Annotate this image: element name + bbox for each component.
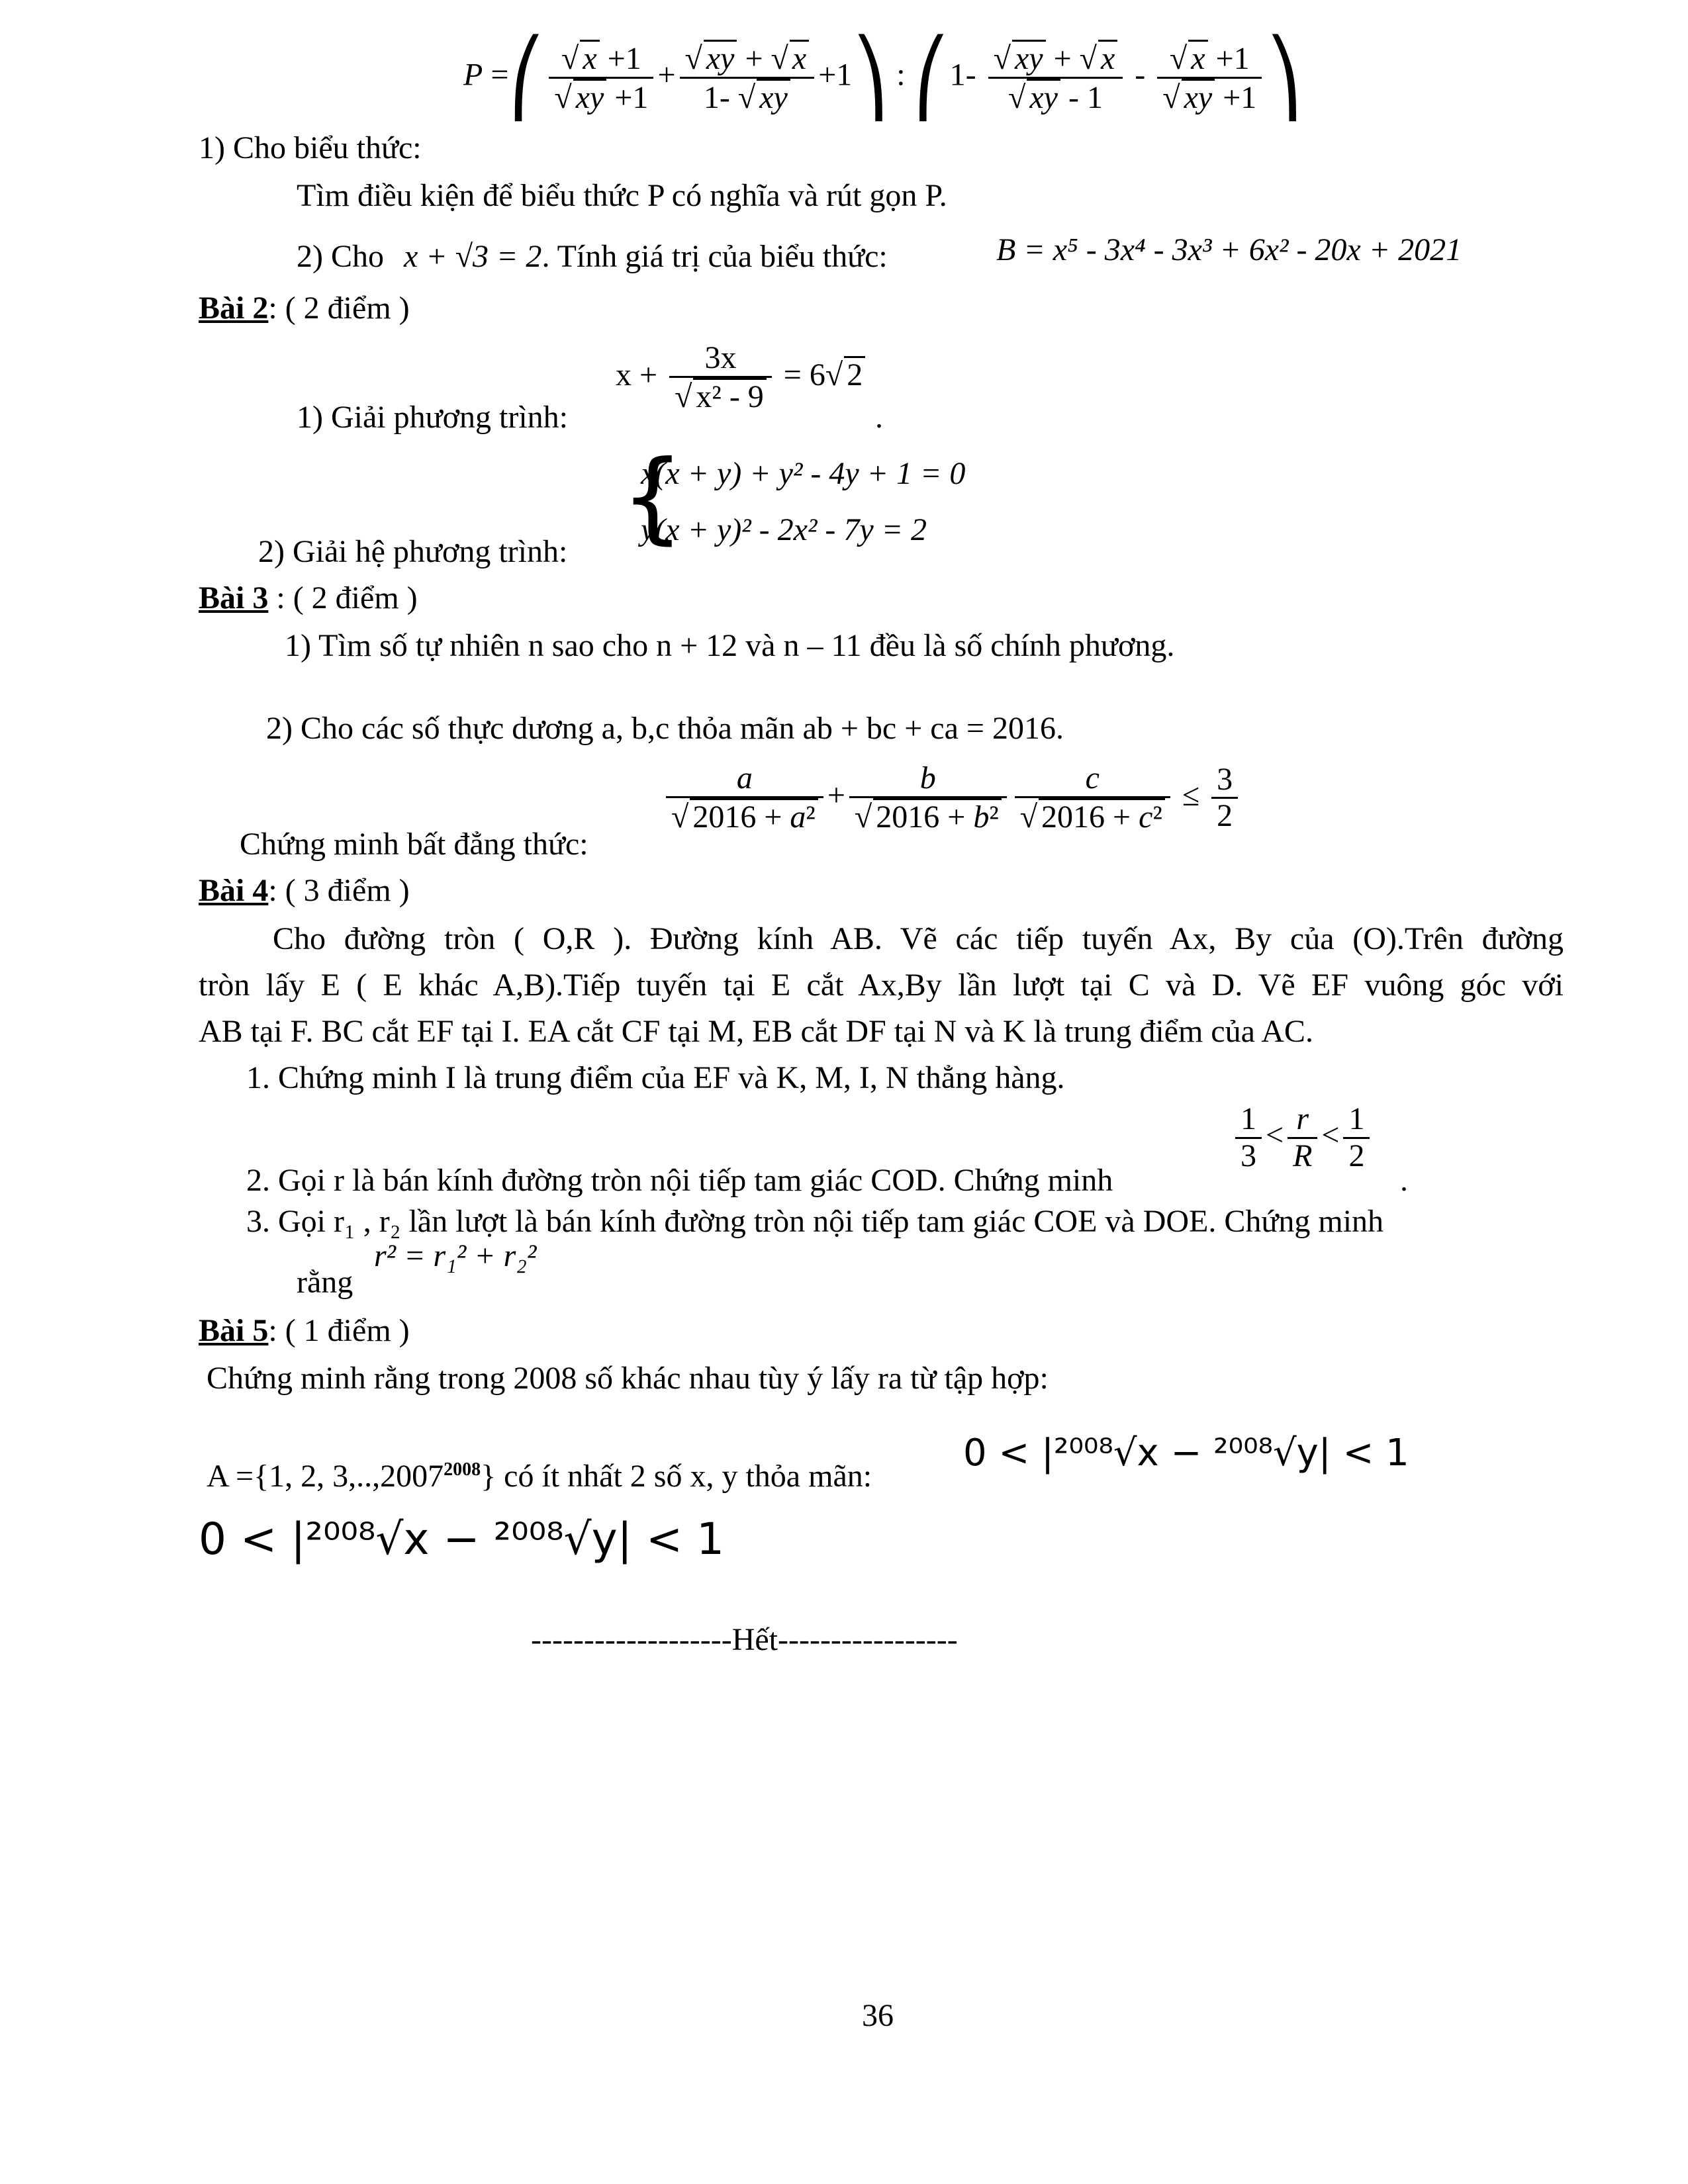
b4-item2-dot: . bbox=[1400, 1163, 1408, 1198]
b4-item3-eq: r² = r₁² + r₂² bbox=[374, 1238, 537, 1273]
b2-eq1: x + 3x √ x² - 9 = 6√ 2 bbox=[616, 341, 865, 415]
b1-q1-task: Tìm điều kiện để biểu thức P có nghĩa và rút gọn P. bbox=[297, 178, 947, 213]
b2-heading: Bài 2 bbox=[199, 291, 269, 326]
b4-item3: 3. Gọi r₁ , r₂ lần lượt là bán kính đường tròn nội tiếp tam giác COE và DOE. Chứng minh bbox=[246, 1204, 1384, 1239]
b3-q2-label: Chứng minh bất đẳng thức: bbox=[240, 827, 588, 862]
b4-item2-frac: $\frac{1}{3}$ < $\frac{r}{R}$ < $\frac{1}{2}$ bbox=[1231, 1102, 1374, 1174]
b4-item3-cont: rằng bbox=[297, 1265, 353, 1300]
b2-q1-label: 1) Giải phương trình: bbox=[297, 400, 569, 435]
b3-heading: Bài 3 bbox=[199, 580, 269, 615]
b2-sys-brace: { bbox=[621, 439, 684, 555]
b4-para-l1: Cho đường tròn ( O,R ). Đường kính AB. Vẽ các tiếp tuyến Ax, By của (O).Trên đường bbox=[273, 921, 1564, 956]
b1-q1-label: 1) Cho biểu thức: bbox=[199, 130, 422, 165]
page-number: 36 bbox=[862, 1998, 894, 2033]
b4-heading: Bài 4 bbox=[199, 873, 269, 908]
b5-ineq-inline: 0 < |²⁰⁰⁸√x − ²⁰⁰⁸√y| < 1 bbox=[963, 1432, 1409, 1475]
expr-P: P =⎛ √ x +1 √ xy +1 + √ $\frac{xy + √ x}{1- √ xy}$ +1⎞ : ⎛1- √ xy + √ x √ xy - 1 - √ x +1 √ xy +1 ⎞ bbox=[463, 40, 1302, 116]
b2-heading-line bbox=[199, 291, 410, 326]
b4-para-l3: AB tại F. BC cắt EF tại I. EA cắt CF tại M, EB cắt DF tại N và K là trung điểm của AC. bbox=[199, 1014, 1313, 1049]
b2-points: : ( 2 điểm ) bbox=[268, 291, 410, 326]
b4-item1: 1. Chứng minh I là trung điểm của EF và K, M, I, N thẳng hàng. bbox=[246, 1060, 1065, 1095]
b5-set-exp: 2008 bbox=[444, 1459, 481, 1480]
b2-sys1: x(x + y) + y² - 4y + 1 = 0 bbox=[641, 456, 966, 491]
b2-sys2: y(x + y)² - 2x² - 7y = 2 bbox=[641, 512, 927, 547]
b5-heading: Bài 5 bbox=[199, 1313, 269, 1348]
b5-set-a: A ={1, 2, 3,..,2007 bbox=[207, 1459, 444, 1494]
b4-item2: 2. Gọi r là bán kính đường tròn nội tiếp tam giác COD. Chứng minh bbox=[246, 1163, 1113, 1198]
b1-q2 bbox=[297, 240, 888, 275]
b5-l1: Chứng minh rằng trong 2008 số khác nhau tùy ý lấy ra từ tập hợp: bbox=[207, 1361, 1049, 1396]
b1-q2-expr: B = x⁵ - 3x⁴ - 3x³ + 6x² - 20x + 2021 bbox=[996, 232, 1462, 267]
b4-para-l2: tròn lấy E ( E khác A,B).Tiếp tuyến tại E cắt Ax,By lần lượt tại C và D. Vẽ EF vuông góc với bbox=[199, 968, 1564, 1003]
b1-q2-text: . Tính giá trị của biểu thức: bbox=[541, 239, 888, 274]
end-marker: -------------------Hết----------------- bbox=[531, 1622, 958, 1657]
b2-q2-label: 2) Giải hệ phương trình: bbox=[258, 534, 568, 569]
b3-q2: 2) Cho các số thực dương a, b,c thỏa mãn ab + bc + ca = 2016. bbox=[266, 711, 1064, 746]
b4-points: : ( 3 điểm ) bbox=[268, 873, 410, 908]
b1-q2-cho: 2) Cho bbox=[297, 239, 384, 274]
b3-points: : ( 2 điểm ) bbox=[268, 580, 418, 615]
b5-set-b: } có ít nhất 2 số x, y thỏa mãn: bbox=[481, 1459, 872, 1494]
b1-q2-cond: x + √3 = 2 bbox=[404, 239, 542, 274]
b5-points: : ( 1 điểm ) bbox=[268, 1313, 410, 1348]
b2-q1-dot: . bbox=[875, 400, 883, 435]
b3-ineq: a √ 2016 + a² + b √ 2016 + b² c √ 2016 + c² ≤ $\frac{3}{2}$ bbox=[662, 761, 1242, 835]
b3-q1: 1) Tìm số tự nhiên n sao cho n + 12 và n – 11 đều là số chính phương. bbox=[285, 628, 1175, 663]
b3-heading-line bbox=[199, 581, 418, 616]
b5-ineq-display: 0 < |²⁰⁰⁸√x − ²⁰⁰⁸√y| < 1 bbox=[199, 1514, 725, 1565]
b5-set bbox=[207, 1459, 872, 1494]
b5-heading-line bbox=[199, 1314, 410, 1349]
b4-heading-line bbox=[199, 874, 410, 909]
